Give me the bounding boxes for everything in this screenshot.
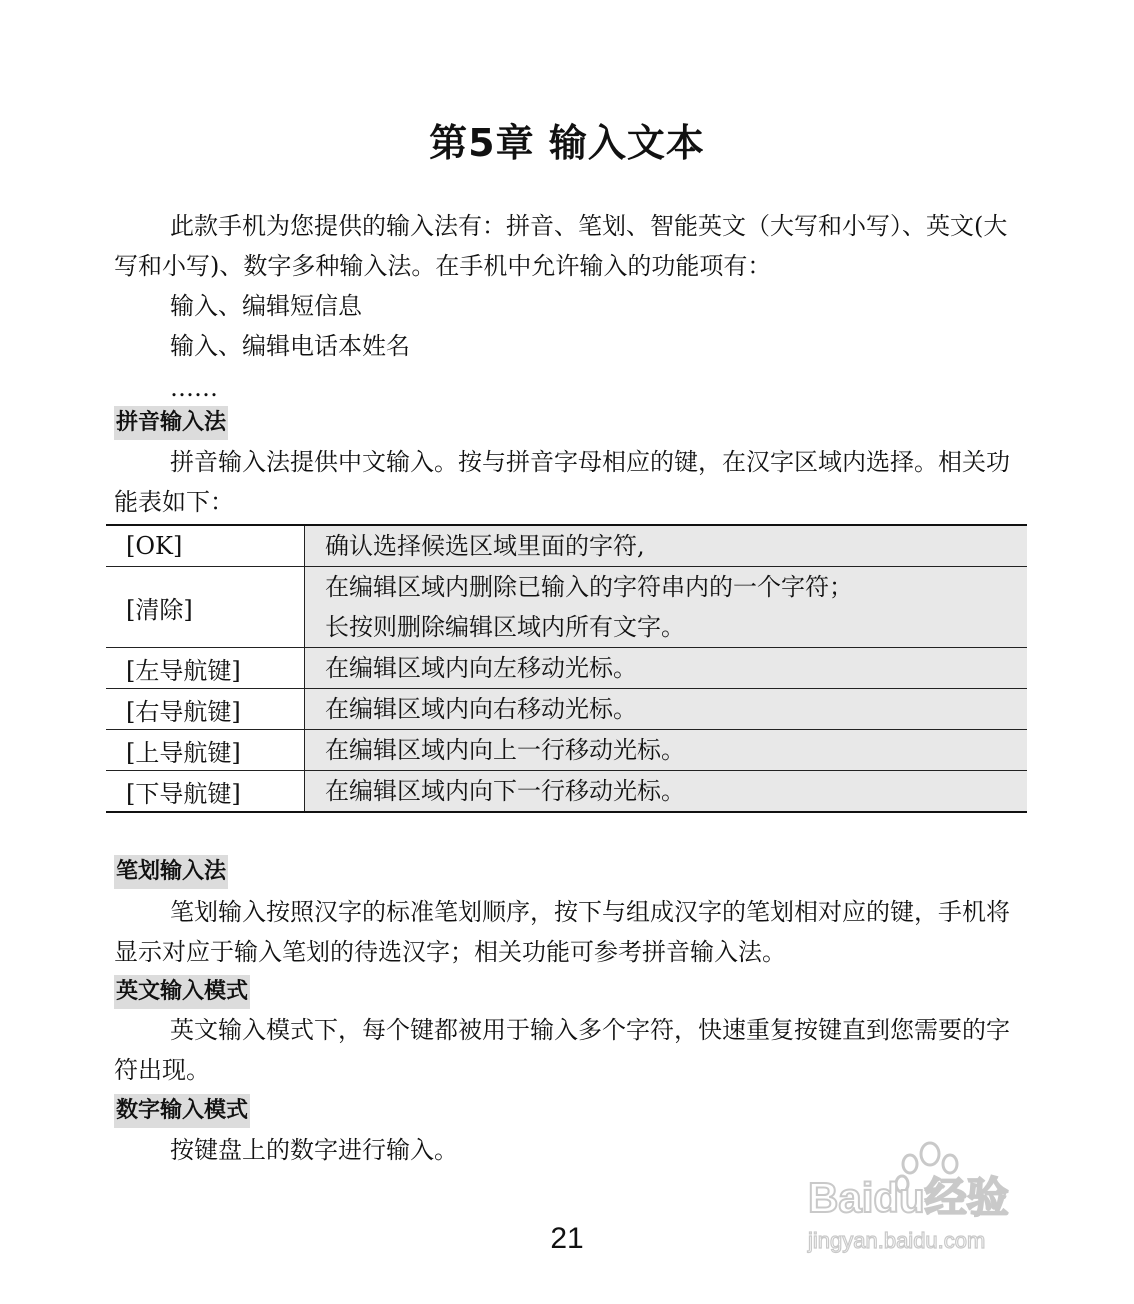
table-desc-cell: 在编辑区域内向上一行移动光标。 [305,730,1028,771]
table-desc-cell: 确认选择候选区域里面的字符, [305,525,1028,567]
table-desc-line: 在编辑区域内删除已输入的字符串内的一个字符； [325,573,853,601]
table-desc-cell: 在编辑区域内向右移动光标。 [305,689,1028,730]
page-number: 21 [550,1222,584,1255]
table-key-cell: [右导航键] [106,689,305,730]
section-heading-pinyin: 拼音输入法 [114,406,228,440]
table-row [106,730,1027,771]
pinyin-function-table [106,524,1027,813]
table-row [106,525,1027,567]
table-key-cell: [下导航键] [106,771,305,813]
table-desc-cell [305,567,1028,648]
intro-paragraph: 此款手机为您提供的输入法有：拼音、笔划、智能英文（大写和小写）、英文(大写和小写)、数字多种输入法。在手机中允许输入的功能项有： [114,212,1008,280]
table-key-cell: [清除] [106,567,305,648]
stroke-paragraph: 笔划输入按照汉字的标准笔划顺序，按下与组成汉字的笔划相对应的键，手机将显示对应于输入笔划的待选汉字；相关功能可参考拼音输入法。 [114,898,1010,966]
intro-item-ellipsis: …… [170,374,218,402]
watermark-brand-text: Baidu经验 [808,1174,1009,1221]
section-heading-numeric: 数字输入模式 [114,1094,250,1128]
watermark-url-text: jingyan.baidu.com [808,1228,986,1253]
table-row [106,567,1027,648]
table-row [106,648,1027,689]
section-heading-stroke: 笔划输入法 [114,855,228,889]
table-desc-cell: 在编辑区域内向左移动光标。 [305,648,1028,689]
table-desc-line: 长按则删除编辑区域内所有文字。 [325,613,685,641]
intro-item: 输入、编辑短信息 [170,292,362,320]
table-row [106,689,1027,730]
table-desc-cell: 在编辑区域内向下一行移动光标。 [305,771,1028,813]
table-row [106,771,1027,813]
chapter-title: 第5章 输入文本 [429,121,705,165]
table-key-cell: [OK] [106,525,305,567]
table-key-cell: [左导航键] [106,648,305,689]
english-paragraph: 英文输入模式下，每个键都被用于输入多个字符，快速重复按键直到您需要的字符出现。 [114,1016,1010,1084]
intro-item: 输入、编辑电话本姓名 [170,332,410,360]
numeric-paragraph: 按键盘上的数字进行输入。 [170,1136,458,1164]
table-key-cell: [上导航键] [106,730,305,771]
pinyin-paragraph: 拼音输入法提供中文输入。按与拼音字母相应的键，在汉字区域内选择。相关功能表如下： [114,448,1010,516]
section-heading-english: 英文输入模式 [114,975,250,1009]
